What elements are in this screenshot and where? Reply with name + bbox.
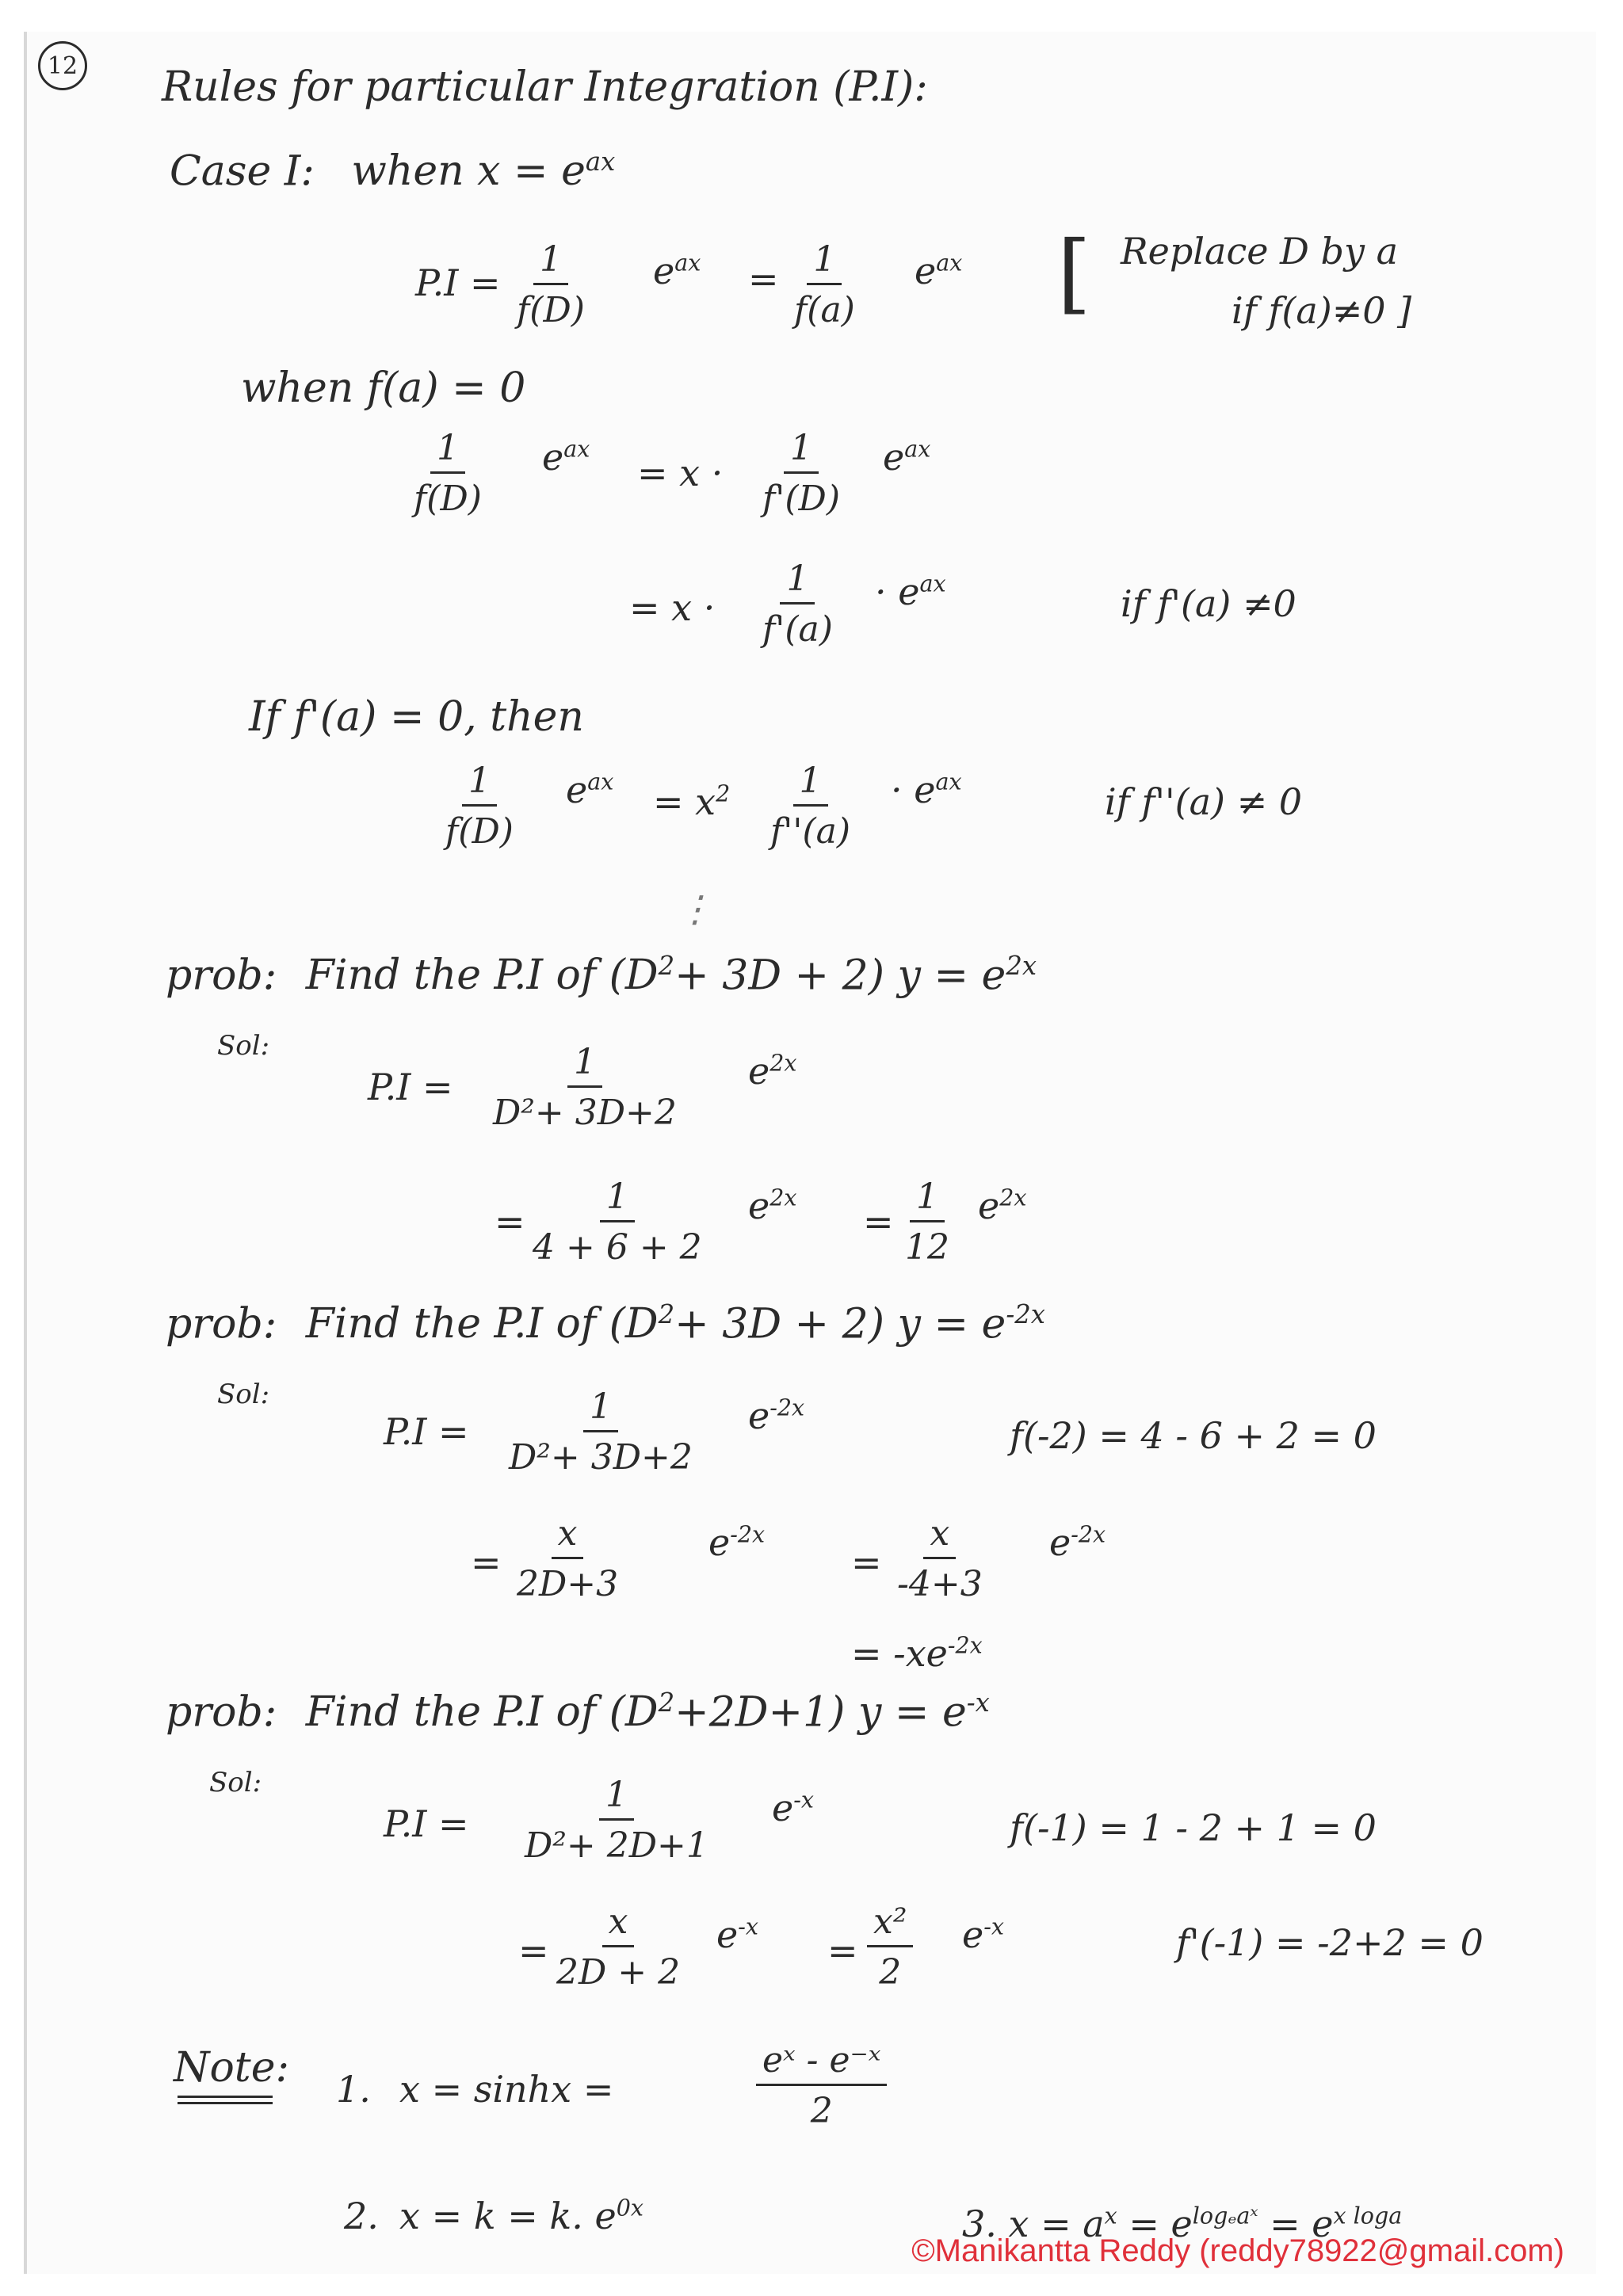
prob2-eq3: = (851, 1541, 882, 1584)
case1-r1-frac: $\frac{1}{f(D)}$ (414, 428, 482, 519)
prob2-pi: P.I = (384, 1410, 469, 1453)
prob1-eq3: = (863, 1200, 894, 1243)
prob3-eq2: = (518, 1929, 549, 1972)
case1-r3-e: $e^{ax}$ (566, 769, 614, 811)
prob2-statement: prob: Find the P.I of $(D^2+ 3D + 2) y = e^{-2x}$ (166, 1299, 1045, 1348)
prob3-pi: P.I = (384, 1802, 469, 1845)
prob1-frac1: $\frac{1}{\text{D²+ 3D+2}}$ (493, 1042, 677, 1133)
case1-r1-e2: $e^{ax}$ (883, 436, 931, 479)
note-item-1-num: 1. (336, 2068, 371, 2111)
prob3-statement: prob: Find the P.I of $(D^2+2D+1) y = e^{-x}$ (166, 1688, 990, 1737)
case1-r2-e: · $e^{ax}$ (875, 570, 946, 613)
prob2-frac1: $\frac{1}{\text{D²+ 3D+2}}$ (509, 1386, 693, 1478)
prob3-e3: $e^{-x}$ (962, 1913, 1004, 1956)
prob2-e2: $e^{-2x}$ (708, 1521, 766, 1564)
prob3-frac3: $\frac{\text{x²}}{2}$ (867, 1901, 913, 1993)
note-item-2-text: x = k = k. $e^{0x}$ (399, 2195, 643, 2237)
dotted-separator: ⋮ (677, 887, 713, 930)
prob2-side: f(-2) = 4 - 6 + 2 = 0 (1010, 1414, 1377, 1457)
prob2-sol: Sol: (217, 1379, 270, 1410)
case1-eax: $e^{ax}$ (653, 250, 701, 292)
case1-r3-frac: $\frac{1}{f(D)}$ (445, 761, 514, 852)
prob3-side2: f'(-1) = -2+2 = 0 (1176, 1921, 1484, 1964)
prob1-e1: $e^{2x}$ (748, 1050, 797, 1093)
prob2-e3: $e^{-2x}$ (1049, 1521, 1106, 1564)
note-underline-2 (178, 2102, 273, 2104)
case1-r2-eq: = x · (629, 586, 716, 629)
case1-r1-frac2: $\frac{1}{f'(D)}$ (762, 428, 840, 519)
prob3-sol: Sol: (209, 1767, 262, 1798)
case1-note-line1: Replace D by a (1121, 230, 1399, 273)
case1-eq: = (748, 257, 779, 300)
case1-r2-cond: if f'(a) ≠0 (1121, 582, 1296, 625)
prob2-frac3: $\frac{x}{-4+3}$ (897, 1513, 983, 1604)
case1-if-line: If f'(a) = 0, then (249, 693, 584, 741)
note-item-2-num: 2. (344, 2195, 379, 2237)
copyright-credit: ©Manikantta Reddy (reddy78922@gmail.com) (911, 2233, 1564, 2268)
prob2-eq2: = (471, 1541, 502, 1584)
case1-r1-e: $e^{ax}$ (542, 436, 590, 479)
note-item-1-frac: $\frac{\text{eˣ - e⁻ˣ}}{2}$ (756, 2040, 887, 2131)
prob1-pi: P.I = (368, 1066, 453, 1108)
case1-r3-e2: · $e^{ax}$ (891, 769, 962, 811)
prob3-frac1: $\frac{1}{\text{D²+ 2D+1}}$ (525, 1775, 708, 1866)
page-number: 12 (38, 41, 87, 90)
prob1-statement: prob: Find the P.I of $(D^2+ 3D + 2) y = e^{2x}$ (166, 951, 1037, 1000)
note-item-1-text: x = sinhx = (399, 2068, 614, 2111)
case1-frac2: $\frac{1}{f(a)}$ (794, 239, 855, 330)
prob3-e1: $e^{-x}$ (772, 1787, 814, 1829)
page-title: Rules for particular Integration (P.I): (162, 63, 928, 111)
prob3-eq3: = (827, 1929, 858, 1972)
prob2-e1: $e^{-2x}$ (748, 1394, 805, 1437)
case1-note-bracket: [ (1057, 222, 1091, 323)
prob1-frac2: $\frac{1}{4 + 6 + 2}$ (533, 1177, 702, 1268)
case1-pi-label: P.I = (415, 261, 501, 304)
case1-r3-eq: = $x^2$ (653, 780, 731, 823)
case1-frac1: $\frac{1}{f(D)}$ (517, 239, 585, 330)
case1-r1-eq: = x · (637, 452, 724, 494)
case1-note-line2: if f(a)≠0 ] (1232, 289, 1412, 332)
note-item-3: 3. $x = a^x = e^{log_eaˣ} = e^{x loga}$ (962, 2203, 1403, 2245)
prob3-frac2: $\frac{x}{2D + 2}$ (556, 1901, 681, 1993)
case1-r3-cond: if f''(a) ≠ 0 (1105, 780, 1303, 823)
prob1-eq2: = (495, 1200, 525, 1243)
note-underline (178, 2096, 273, 2098)
handwritten-notes-page (24, 32, 1596, 2274)
prob1-e2: $e^{2x}$ (748, 1184, 797, 1227)
prob1-frac3: $\frac{1}{12}$ (905, 1177, 949, 1268)
note-label: Note: (174, 2044, 289, 2092)
prob1-sol: Sol: (217, 1030, 270, 1062)
case1-heading: Case I: when $x = e^{ax}$ (170, 147, 616, 196)
case1-when-fa0: when f(a) = 0 (241, 364, 526, 412)
case1-eax2: $e^{ax}$ (915, 250, 963, 292)
case1-r2-frac: $\frac{1}{f'(a)}$ (762, 559, 833, 650)
case1-r3-frac2: $\frac{1}{f''(a)}$ (770, 761, 851, 852)
prob2-frac2: $\frac{x}{2D+3}$ (517, 1513, 619, 1604)
prob3-side1: f(-1) = 1 - 2 + 1 = 0 (1010, 1806, 1377, 1849)
prob1-e3: $e^{2x}$ (978, 1184, 1027, 1227)
prob3-e2: $e^{-x}$ (716, 1913, 758, 1956)
prob2-result: = $-xe^{-2x}$ (851, 1632, 983, 1675)
